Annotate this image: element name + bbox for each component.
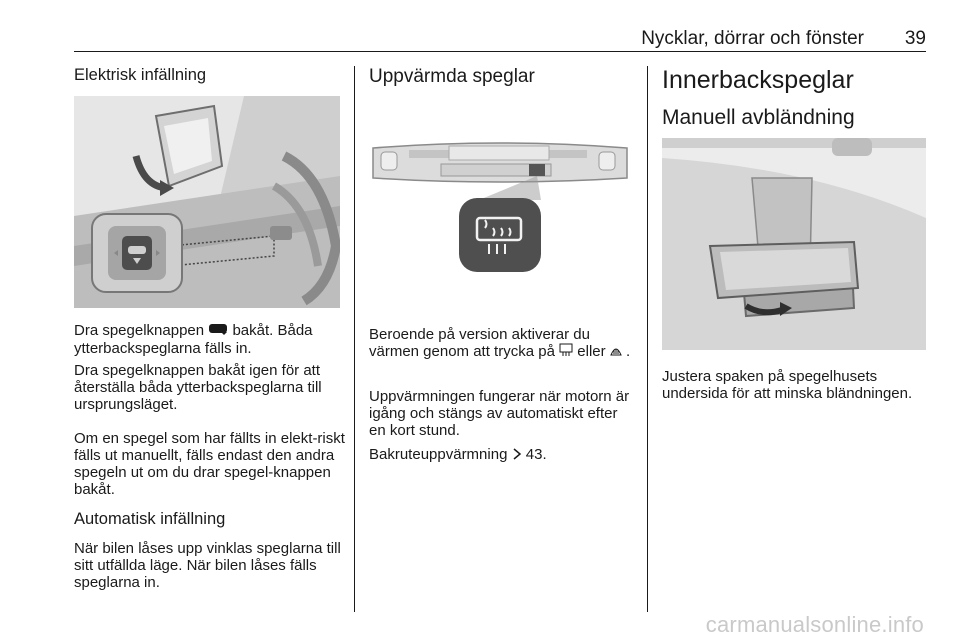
section-heading: Innerbackspeglar [662,66,854,94]
paragraph: Om en spegel som har fällts in elekt-riskt fälls ut manuellt, fälls endast den andra spegeln ut om du drar spegel-knappen bakåt. [74,430,345,498]
paragraph: Justera spaken på spegelhusets undersida för att minska bländningen. [662,368,913,402]
subsection-heading: Manuell avbländning [662,106,855,129]
paragraph: När bilen låses upp vinklas speglarna till sitt utfällda läge. När bilen låses fälls speglarna in. [74,540,341,591]
section-heading: Elektrisk infällning [74,66,207,84]
subsection-heading: Automatisk infällning [74,510,226,528]
mirror-fold-icon [208,322,228,340]
page-ref-arrow-icon [512,447,522,464]
page-number: 39 [904,28,926,49]
column-divider [354,66,355,612]
page-title: Nycklar, dörrar och fönster [641,28,864,49]
front-defrost-icon [610,343,622,361]
interior-mirror-illustration [662,138,926,350]
section-heading: Uppvärmda speglar [369,66,535,87]
mirror-fold-illustration [74,96,340,308]
heated-mirror-control-illustration [369,138,631,348]
paragraph: Dra spegelknappen bakåt igen för att återställa båda ytterbackspeglarna till ursprungsläget. [74,362,322,413]
cross-reference: Bakruteuppvärmning 43. [369,446,547,463]
watermark: carmanualsonline.info [705,612,924,637]
paragraph: Uppvärmningen fungerar när motorn är igång och stängs av automatiskt efter en kort stund. [369,388,630,439]
header-divider [74,51,926,52]
paragraph: Dra spegelknappen bakåt. Båda ytterbackspeglarna fälls in. [74,322,313,358]
page-header [74,28,926,50]
column-divider [647,66,648,612]
paragraph: Beroende på version aktiverar du värmen genom att trycka på eller . [369,326,631,360]
rear-defrost-icon [559,343,573,361]
